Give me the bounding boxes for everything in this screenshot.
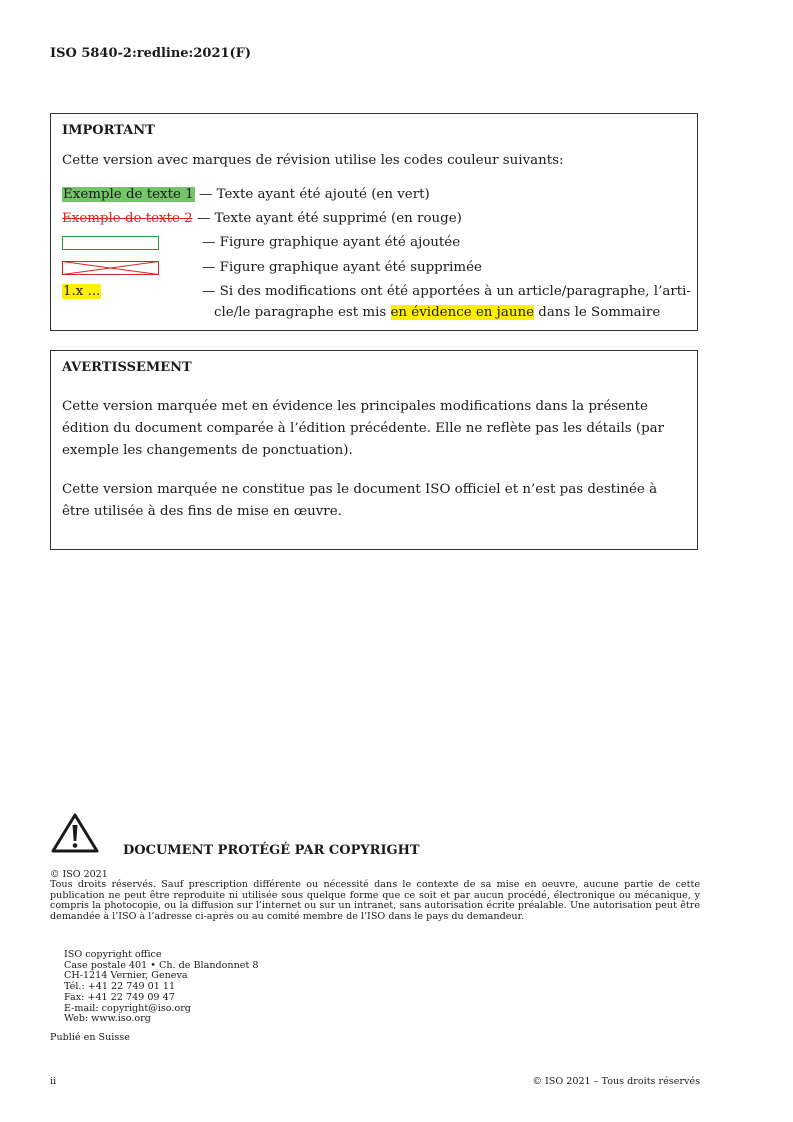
address-line: ISO copyright office bbox=[64, 949, 162, 960]
footer-rights: © ISO 2021 – Tous droits réservés bbox=[532, 1076, 700, 1087]
copyright-title: DOCUMENT PROTÉGÉ PAR COPYRIGHT bbox=[123, 843, 420, 858]
important-legend-box bbox=[50, 113, 698, 331]
added-figure-sample bbox=[62, 236, 159, 250]
address-line: CH-1214 Vernier, Geneva bbox=[64, 970, 188, 982]
deleted-text-desc: — Texte ayant été supprimé (en rouge) bbox=[196, 211, 462, 226]
address-line: Tél.: +41 22 749 01 11 bbox=[64, 981, 176, 993]
warning-para-2: Cette version marquée ne constitue pas le document ISO officiel et n’est pas destinée à être utilisée à des fins de mise en œuvre. bbox=[62, 482, 658, 519]
deleted-text-example: Exemple de texte 2 bbox=[62, 211, 193, 226]
published-in: Publié en Suisse bbox=[50, 1032, 130, 1043]
section-desc-line1: — Si des modifications ont été apportées à un article/paragraphe, l’arti- bbox=[202, 284, 691, 299]
section-desc-highlight: en évidence en jaune bbox=[390, 305, 534, 320]
added-text-desc: — Texte ayant été ajouté (en vert) bbox=[198, 187, 430, 202]
warning-para-1: Cette version marquée met en évidence les principales modifications dans la présente édition du document comparée à l’édition précédente. Elle ne reflète pas les détails (par exemple les changements de ponctuation). bbox=[62, 399, 665, 458]
copyright-year: © ISO 2021 bbox=[50, 869, 108, 880]
warning-title: AVERTISSEMENT bbox=[62, 360, 192, 375]
important-title: IMPORTANT bbox=[62, 123, 155, 138]
section-desc-pre: cle/le paragraphe est mis bbox=[214, 305, 391, 320]
legend-row-fig-added bbox=[62, 233, 682, 253]
legend-row-deleted bbox=[62, 209, 462, 229]
legend-row-fig-deleted bbox=[62, 258, 682, 278]
fig-deleted-desc: — Figure graphique ayant été supprimée bbox=[202, 260, 482, 275]
fig-added-desc: — Figure graphique ayant été ajoutée bbox=[202, 235, 461, 250]
address-line: Web: www.iso.org bbox=[64, 1013, 151, 1025]
added-text-example: Exemple de texte 1 bbox=[63, 187, 194, 202]
section-desc-line2 bbox=[214, 303, 660, 323]
legend-row-section bbox=[62, 282, 691, 326]
address-line: Case postale 401 • Ch. de Blandonnet 8 bbox=[64, 959, 259, 971]
warning-box bbox=[50, 350, 698, 550]
page-number: ii bbox=[50, 1076, 57, 1087]
iso-address bbox=[64, 950, 258, 1025]
address-line: Fax: +41 22 749 09 47 bbox=[64, 991, 175, 1003]
deleted-figure-sample bbox=[62, 261, 159, 275]
address-line: E-mail: copyright@iso.org bbox=[64, 1002, 191, 1014]
document-identifier: ISO 5840-2:redline:2021(F) bbox=[50, 46, 252, 61]
section-desc-post: dans le Sommaire bbox=[534, 305, 661, 320]
warning-triangle-icon bbox=[50, 812, 100, 854]
copyright-body: Tous droits réservés. Sauf prescription différente ou nécessité dans le contexte de sa mise en oeuvre, aucune partie de cette publication ne peut être reproduite ni utilisée sous quelque forme que ce soit et par aucun procédé, électronique ou mécanique, y compris la photocopie, ou la diffusion sur l’internet ou sur un intranet, sans autorisation écrite préalable. Une autorisation peut être demandée à l’ISO à l’adresse ci-après ou au comité membre de l’ISO dans le pays du demandeur. bbox=[50, 879, 700, 923]
section-example: 1.x ... bbox=[63, 284, 101, 299]
legend-row-added bbox=[62, 185, 430, 205]
important-intro: Cette version avec marques de révision utilise les codes couleur suivants: bbox=[62, 153, 564, 168]
